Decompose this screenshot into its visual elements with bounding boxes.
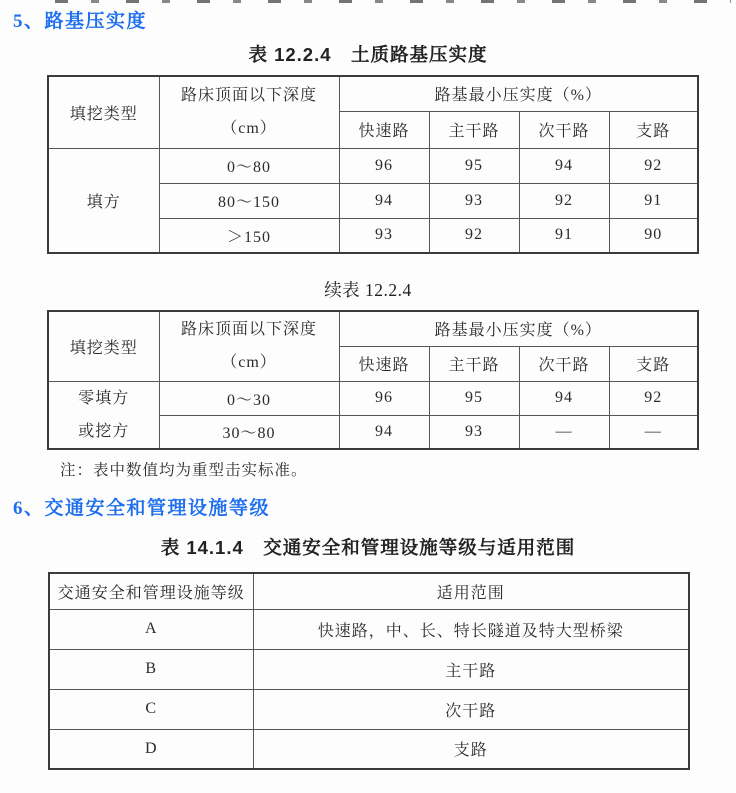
cut-off-text-fragments <box>55 0 731 3</box>
cell-level: D <box>49 729 253 769</box>
cell-value: 94 <box>339 183 429 218</box>
table-row <box>49 649 689 689</box>
cell-value: 92 <box>609 148 698 183</box>
cell-value: 96 <box>339 148 429 183</box>
header-applicable-scope: 适用范围 <box>253 573 689 609</box>
group-label-line2: 或挖方 <box>78 422 130 440</box>
table-note: 注：表中数值均为重型击实标准。 <box>60 462 308 479</box>
cell-scope: 支路 <box>253 729 689 769</box>
cell-value: 95 <box>429 381 519 415</box>
cell-depth: 0～80 <box>159 148 339 183</box>
section-heading-5: 5、路基压实度 <box>13 11 148 32</box>
cell-value: 91 <box>519 218 609 253</box>
group-label-fill: 填方 <box>48 148 159 253</box>
header-fill-type: 填挖类型 <box>48 76 159 148</box>
cell-value: 92 <box>609 381 698 415</box>
cell-scope: 次干路 <box>253 689 689 729</box>
cell-scope: 主干路 <box>253 649 689 689</box>
header-road-expressway: 快速路 <box>339 346 429 381</box>
cell-value: — <box>609 415 698 449</box>
cell-value: 93 <box>429 183 519 218</box>
table-row <box>48 76 698 111</box>
cell-value: 94 <box>519 381 609 415</box>
header-road-branch: 支路 <box>609 111 698 148</box>
table1-title: 表 12.2.4 土质路基压实度 <box>248 44 488 65</box>
cell-value: — <box>519 415 609 449</box>
header-road-secondary: 次干路 <box>519 346 609 381</box>
cell-level: B <box>49 649 253 689</box>
cell-value: 96 <box>339 381 429 415</box>
table-row <box>49 729 689 769</box>
table-row <box>48 311 698 346</box>
header-road-branch: 支路 <box>609 346 698 381</box>
table-row <box>49 689 689 729</box>
cell-value: 90 <box>609 218 698 253</box>
cell-value: 91 <box>609 183 698 218</box>
header-road-arterial: 主干路 <box>429 111 519 148</box>
cell-depth: 30～80 <box>159 415 339 449</box>
table-row <box>48 148 698 183</box>
table-row <box>48 381 698 415</box>
table-12-2-4-continued <box>47 310 699 450</box>
cell-value: 95 <box>429 148 519 183</box>
header-facility-level: 交通安全和管理设施等级 <box>49 573 253 609</box>
table-14-1-4 <box>48 572 690 770</box>
cell-level: C <box>49 689 253 729</box>
header-road-secondary: 次干路 <box>519 111 609 148</box>
cell-value: 94 <box>519 148 609 183</box>
table3-title: 表 14.1.4 交通安全和管理设施等级与适用范围 <box>160 537 576 558</box>
header-fill-type: 填挖类型 <box>48 311 159 381</box>
cell-value: 92 <box>429 218 519 253</box>
header-depth-line2: （cm） <box>221 120 277 138</box>
header-depth-line1: 路床顶面以下深度 <box>180 87 317 105</box>
table-row <box>49 609 689 649</box>
header-compaction-span: 路基最小压实度（%） <box>339 76 698 111</box>
header-road-expressway: 快速路 <box>339 111 429 148</box>
cell-value: 93 <box>339 218 429 253</box>
header-depth-line1: 路床顶面以下深度 <box>180 321 317 339</box>
cell-scope: 快速路，中、长、特长隧道及特大型桥梁 <box>253 609 689 649</box>
section-heading-6: 6、交通安全和管理设施等级 <box>13 498 271 519</box>
cell-value: 94 <box>339 415 429 449</box>
cell-value: 92 <box>519 183 609 218</box>
cell-depth: 80～150 <box>159 183 339 218</box>
header-road-arterial: 主干路 <box>429 346 519 381</box>
cell-level: A <box>49 609 253 649</box>
table-12-2-4 <box>47 75 699 254</box>
table-row <box>49 573 689 609</box>
cell-depth: ＞150 <box>159 218 339 253</box>
header-depth-line2: （cm） <box>221 354 277 372</box>
table2-title: 续表 12.2.4 <box>324 280 412 300</box>
header-compaction-span: 路基最小压实度（%） <box>339 311 698 346</box>
header-depth <box>159 311 339 381</box>
cell-value: 93 <box>429 415 519 449</box>
header-depth <box>159 76 339 148</box>
group-label-zero-fill <box>48 381 159 449</box>
cell-depth: 0～30 <box>159 381 339 415</box>
group-label-line1: 零填方 <box>78 389 130 407</box>
